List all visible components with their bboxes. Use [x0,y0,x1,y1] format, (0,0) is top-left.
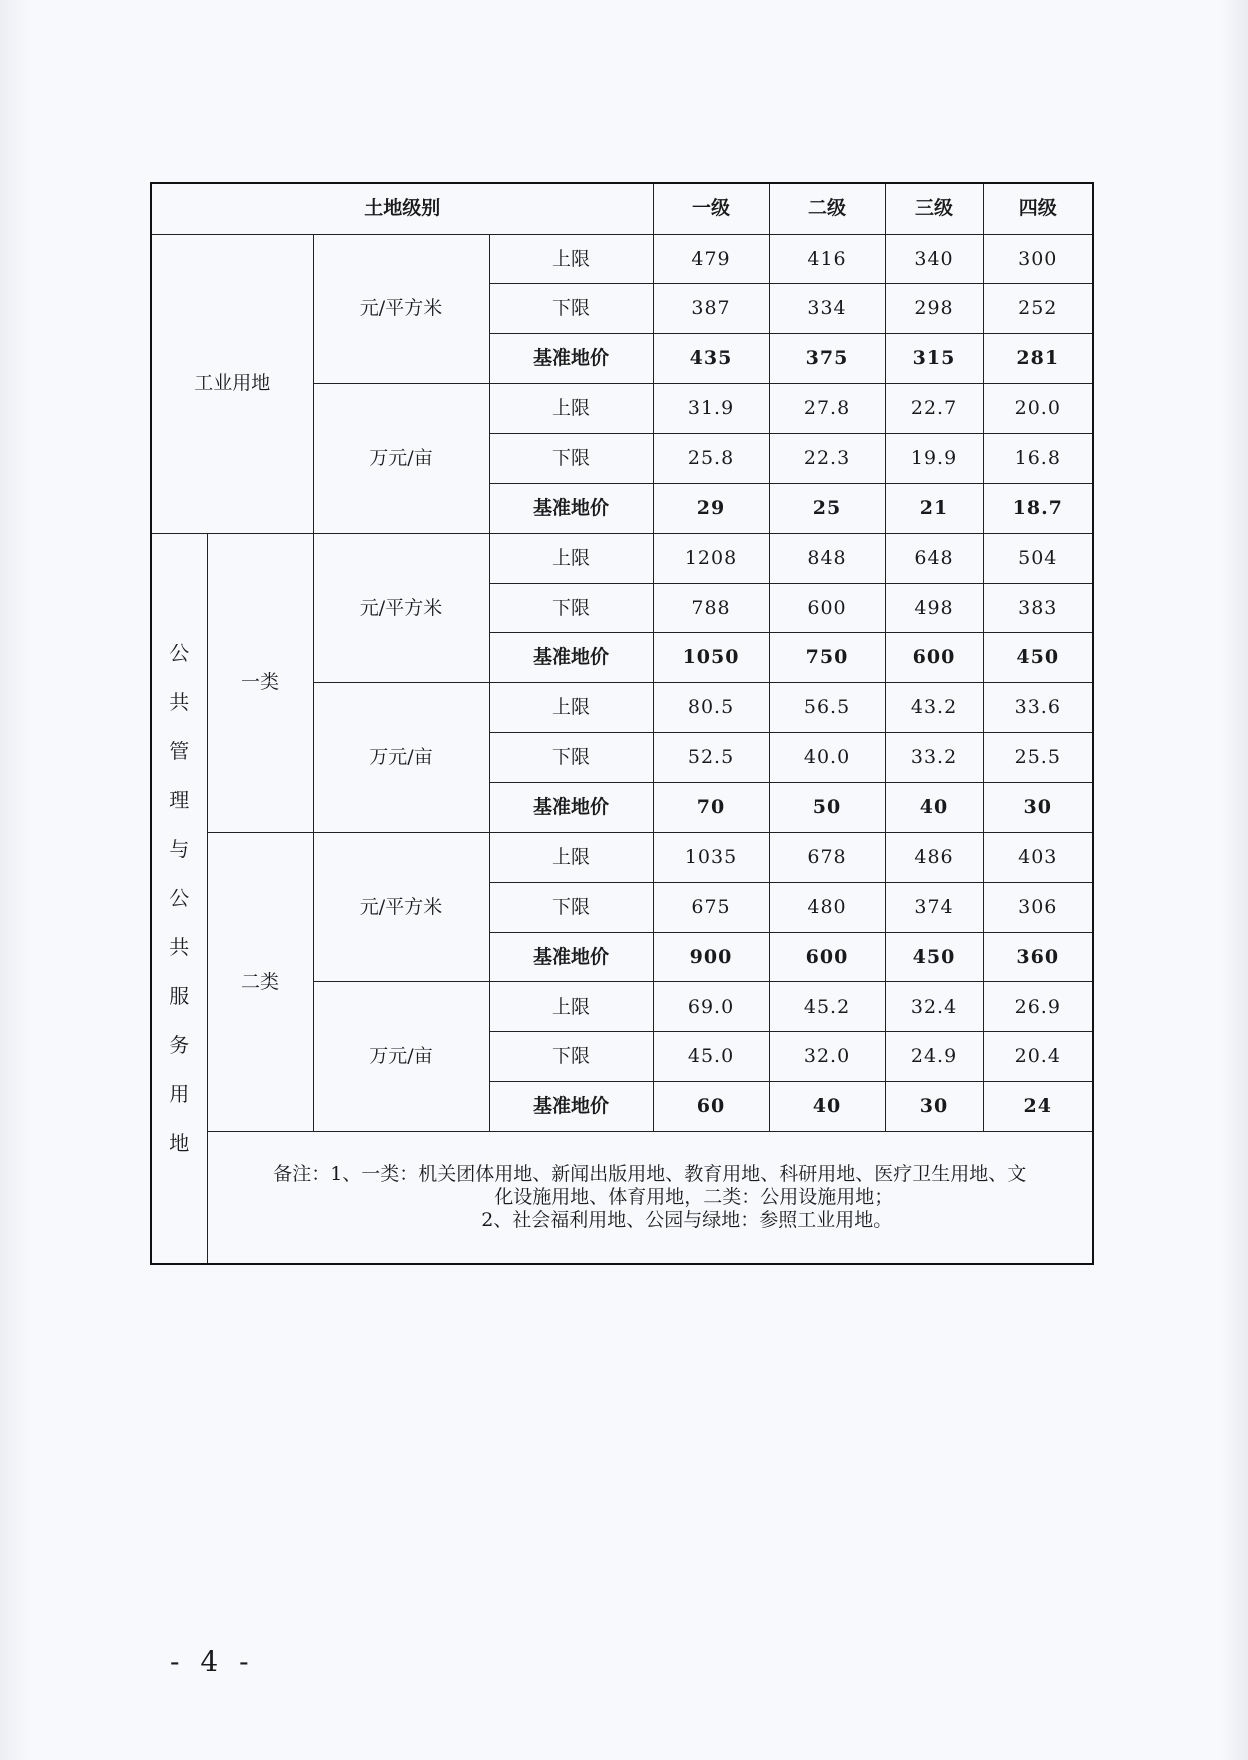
price-cell: 18.7 [983,483,1093,533]
price-cell: 848 [769,533,885,583]
price-cell: 435 [653,334,769,384]
price-cell: 27.8 [769,384,885,434]
price-cell: 45.2 [769,982,885,1032]
row-label: 下限 [489,284,653,334]
price-cell: 56.5 [769,683,885,733]
unit-label: 元/平方米 [313,533,489,683]
price-cell: 600 [769,583,885,633]
grade-1-header: 一级 [653,183,769,234]
price-cell: 600 [885,633,983,683]
price-cell: 788 [653,583,769,633]
unit-label: 万元/亩 [313,384,489,534]
row-label: 上限 [489,384,653,434]
price-cell: 1035 [653,832,769,882]
price-cell: 387 [653,284,769,334]
unit-label: 万元/亩 [313,683,489,833]
price-cell: 479 [653,234,769,284]
price-cell: 678 [769,832,885,882]
price-cell: 498 [885,583,983,633]
row-label: 下限 [489,882,653,932]
price-cell: 340 [885,234,983,284]
price-cell: 16.8 [983,434,1093,484]
unit-label: 元/平方米 [313,234,489,384]
price-cell: 50 [769,783,885,833]
vertical-char: 共 [169,689,190,714]
price-cell: 40 [769,1082,885,1132]
row-label: 上限 [489,982,653,1032]
price-cell: 600 [769,932,885,982]
price-cell: 383 [983,583,1093,633]
row-label: 上限 [489,683,653,733]
class-label: 一类 [207,533,313,832]
price-cell: 252 [983,284,1093,334]
notes-cell [207,1132,1093,1264]
unit-label: 元/平方米 [313,832,489,982]
price-cell: 33.2 [885,733,983,783]
note-line1: 备注：1、一类：机关团体用地、新闻出版用地、教育用地、科研用地、医疗卫生用地、文 [273,1163,1027,1186]
price-cell: 334 [769,284,885,334]
price-cell: 22.7 [885,384,983,434]
price-cell: 30 [983,783,1093,833]
price-cell: 480 [769,882,885,932]
vertical-char: 公 [169,640,190,665]
vertical-char: 用 [169,1081,190,1106]
row-label: 下限 [489,583,653,633]
price-cell: 21 [885,483,983,533]
price-cell: 70 [653,783,769,833]
price-cell: 416 [769,234,885,284]
price-cell: 22.3 [769,434,885,484]
price-cell: 450 [983,633,1093,683]
row-label: 基准地价 [489,483,653,533]
grade-2-header: 二级 [769,183,885,234]
benchmark-land-price-table [150,182,1094,1265]
price-cell: 29 [653,483,769,533]
price-cell: 32.0 [769,1032,885,1082]
price-cell: 40.0 [769,733,885,783]
price-cell: 32.4 [885,982,983,1032]
grade-3-header: 三级 [885,183,983,234]
price-cell: 750 [769,633,885,683]
price-cell: 1208 [653,533,769,583]
row-label: 基准地价 [489,783,653,833]
price-cell: 25 [769,483,885,533]
row-label: 上限 [489,832,653,882]
vertical-char: 共 [169,934,190,959]
price-cell: 20.4 [983,1032,1093,1082]
price-cell: 52.5 [653,733,769,783]
price-cell: 25.8 [653,434,769,484]
row-label: 下限 [489,733,653,783]
grade-4-header: 四级 [983,183,1093,234]
row-label: 基准地价 [489,1082,653,1132]
price-cell: 25.5 [983,733,1093,783]
price-cell: 60 [653,1082,769,1132]
header-row [151,183,1093,234]
price-cell: 403 [983,832,1093,882]
vertical-char: 务 [169,1032,190,1057]
price-cell: 24.9 [885,1032,983,1082]
note-line3: 2、社会福利用地、公园与绿地：参照工业用地。 [481,1208,893,1231]
row-label: 下限 [489,1032,653,1082]
note-line2: 化设施用地、体育用地，二类：公用设施用地； [494,1186,894,1209]
row-label: 基准地价 [489,334,653,384]
price-cell: 374 [885,882,983,932]
table-row [151,234,1093,284]
class-label: 二类 [207,832,313,1131]
price-cell: 450 [885,932,983,982]
price-cell: 40 [885,783,983,833]
price-cell: 19.9 [885,434,983,484]
price-cell: 45.0 [653,1032,769,1082]
price-cell: 375 [769,334,885,384]
row-label: 上限 [489,234,653,284]
row-label: 基准地价 [489,932,653,982]
vertical-char: 地 [169,1130,190,1155]
vertical-char: 管 [169,738,190,763]
row-label: 下限 [489,434,653,484]
price-cell: 675 [653,882,769,932]
price-cell: 306 [983,882,1093,932]
price-cell: 300 [983,234,1093,284]
vertical-char: 公 [169,885,190,910]
unit-label: 万元/亩 [313,982,489,1132]
row-label: 基准地价 [489,633,653,683]
price-cell: 900 [653,932,769,982]
price-cell: 20.0 [983,384,1093,434]
price-cell: 486 [885,832,983,882]
price-cell: 24 [983,1082,1093,1132]
table-row [151,533,1093,583]
notes-row [151,1132,1093,1264]
price-cell: 30 [885,1082,983,1132]
price-cell: 1050 [653,633,769,683]
price-cell: 43.2 [885,683,983,733]
price-cell: 648 [885,533,983,583]
page-number: - 4 - [170,1645,255,1678]
price-cell: 80.5 [653,683,769,733]
vertical-char: 与 [169,836,190,861]
land-grade-header: 土地级别 [151,183,653,234]
vertical-char: 理 [169,787,190,812]
price-cell: 360 [983,932,1093,982]
vertical-char: 服 [169,983,190,1008]
public-service-land-label [151,533,207,1264]
price-cell: 281 [983,334,1093,384]
price-cell: 298 [885,284,983,334]
industrial-land-label: 工业用地 [151,234,313,533]
price-cell: 504 [983,533,1093,583]
price-cell: 26.9 [983,982,1093,1032]
price-cell: 69.0 [653,982,769,1032]
price-cell: 33.6 [983,683,1093,733]
table-row [151,832,1093,882]
row-label: 上限 [489,533,653,583]
price-cell: 315 [885,334,983,384]
price-cell: 31.9 [653,384,769,434]
